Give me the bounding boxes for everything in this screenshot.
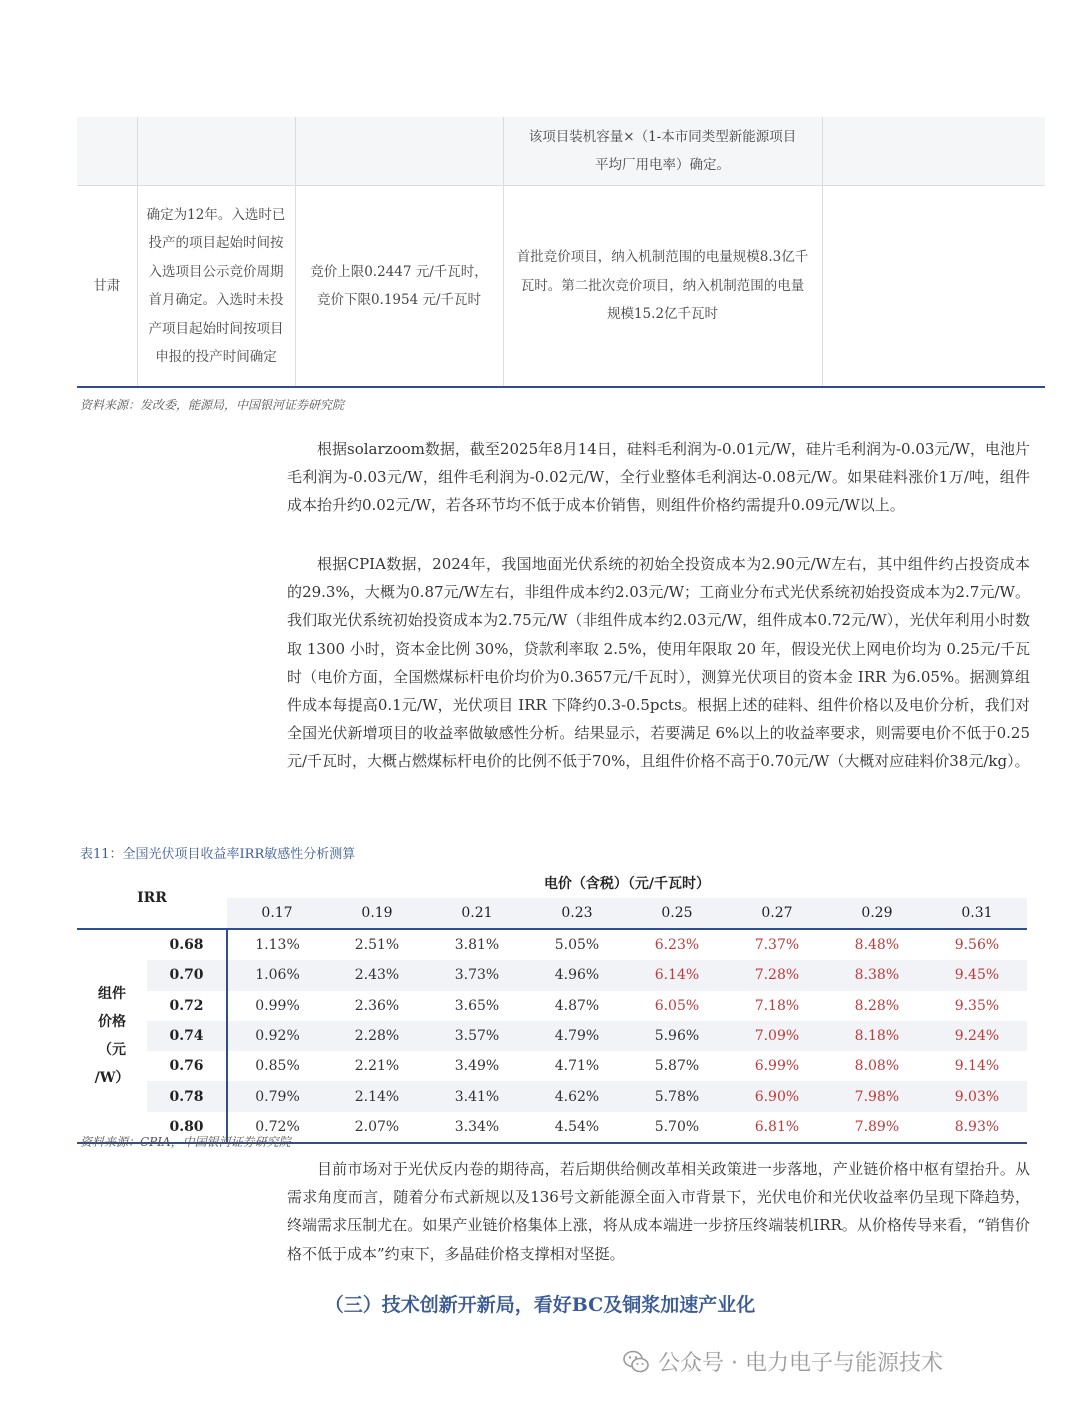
- irr-cell: 9.24%: [927, 1021, 1027, 1051]
- table-cell: [822, 186, 1045, 388]
- table-cell: [77, 117, 137, 186]
- watermark: [622, 1346, 943, 1377]
- irr-cell: 1.06%: [227, 960, 327, 990]
- irr-cell: 4.79%: [527, 1021, 627, 1051]
- irr-cell: 2.51%: [354, 937, 400, 954]
- row-header-price: 0.70: [147, 960, 227, 990]
- irr-cell: 4.71%: [554, 1058, 600, 1075]
- row-group-line: /W）: [94, 1070, 130, 1087]
- irr-cell: 7.89%: [854, 1118, 900, 1135]
- irr-cell: 5.78%: [627, 1081, 727, 1111]
- column-group-label: 电价（含税）（元/千瓦时）: [227, 868, 1027, 898]
- irr-cell: 0.99%: [255, 997, 300, 1014]
- irr-cell: 4.62%: [527, 1081, 627, 1111]
- table-row: [77, 186, 1045, 388]
- irr-cell: 8.93%: [954, 1118, 1000, 1135]
- column-header: 0.21: [427, 898, 527, 929]
- irr-cell: 7.28%: [727, 960, 827, 990]
- irr-cell: 3.81%: [454, 937, 500, 954]
- column-header: 0.17: [227, 898, 327, 929]
- irr-cell: 2.14%: [327, 1081, 427, 1111]
- irr-cell: 9.35%: [954, 997, 1000, 1014]
- irr-cell: 1.13%: [255, 937, 300, 954]
- irr-cell: 7.37%: [754, 937, 800, 954]
- irr-cell: 0.85%: [255, 1058, 300, 1075]
- column-header: 0.29: [827, 898, 927, 929]
- irr-sensitivity-table: [77, 868, 1027, 1144]
- row-header-price: 0.80: [147, 1112, 227, 1143]
- row-group-label: [77, 929, 147, 1143]
- table-cell: 该项目装机容量×（1-本市同类型新能源项目平均厂用电率）确定。: [503, 117, 822, 186]
- table-caption: 表11：全国光伏项目收益率IRR敏感性分析测算: [80, 847, 356, 862]
- table-row: [77, 1051, 1027, 1081]
- irr-cell: 2.36%: [354, 997, 400, 1014]
- irr-cell: 4.54%: [554, 1118, 600, 1135]
- irr-cell: 6.14%: [627, 960, 727, 990]
- watermark-text: 公众号 · 电力电子与能源技术: [658, 1351, 943, 1376]
- row-group-line: 组件: [98, 986, 126, 1003]
- period-cell: 确定为12年。入选时已投产的项目起始时间按入选项目公示竞价周期首月确定。入选时未投产项目起始时间按项目申报的投产时间确定: [137, 186, 295, 388]
- row-group-line: 价格: [98, 1014, 126, 1031]
- column-header: 0.19: [327, 898, 427, 929]
- irr-cell: 2.21%: [354, 1058, 400, 1075]
- irr-cell: 3.65%: [454, 997, 500, 1014]
- corner-label: IRR: [77, 868, 227, 929]
- scale-cell: 首批竞价项目，纳入机制范围的电量规模8.3亿千瓦时。第二批次竞价项目，纳入机制范围的电量规模15.2亿千瓦时: [503, 186, 822, 388]
- row-header-price: 0.74: [147, 1021, 227, 1051]
- irr-cell: 3.57%: [427, 1021, 527, 1051]
- irr-cell: 2.43%: [327, 960, 427, 990]
- irr-cell: 6.05%: [654, 997, 700, 1014]
- irr-cell: 7.18%: [754, 997, 800, 1014]
- row-header-price: 0.68: [147, 929, 227, 960]
- price-cell: 竞价上限0.2447 元/千瓦时，竞价下限0.1954 元/千瓦时: [295, 186, 503, 388]
- table-row: [77, 1081, 1027, 1111]
- irr-cell: 5.87%: [654, 1058, 700, 1075]
- column-header: 0.31: [927, 898, 1027, 929]
- irr-cell: 3.41%: [427, 1081, 527, 1111]
- paragraph: 根据solarzoom数据，截至2025年8月14日，硅料毛利润为-0.01元/W，硅片毛利润为-0.03元/W，电池片毛利润为-0.03元/W，组件毛利润为-0.02元/W，全行业整体毛利润达-0.08元/W。如果硅料涨价1万/吨，组件成本抬升约0.02元/W，若各环节均不低于成本价销售，则组件价格约需提升0.09元/W以上。: [287, 440, 1030, 515]
- province-cell: 甘肃: [77, 186, 137, 388]
- table-row: [77, 991, 1027, 1021]
- irr-cell: 9.14%: [954, 1058, 1000, 1075]
- row-group-line: （元: [98, 1042, 126, 1059]
- table-row: [77, 960, 1027, 990]
- irr-cell: 4.87%: [554, 997, 600, 1014]
- table-row: [77, 929, 1027, 960]
- table-cell: [295, 117, 503, 186]
- column-header: 0.27: [727, 898, 827, 929]
- irr-cell: 6.23%: [654, 937, 700, 954]
- policy-table: [77, 117, 1045, 388]
- irr-cell: 5.05%: [554, 937, 600, 954]
- irr-cell: 9.45%: [927, 960, 1027, 990]
- wechat-icon: [622, 1348, 650, 1376]
- source-note: 资料来源：发改委，能源局，中国银河证券研究院: [80, 398, 345, 412]
- column-header: 0.23: [527, 898, 627, 929]
- irr-cell: 8.38%: [827, 960, 927, 990]
- irr-cell: 3.73%: [427, 960, 527, 990]
- irr-cell: 5.70%: [654, 1118, 700, 1135]
- irr-cell: 8.08%: [854, 1058, 900, 1075]
- irr-cell: 6.81%: [754, 1118, 800, 1135]
- irr-cell: 7.09%: [727, 1021, 827, 1051]
- irr-cell: 2.07%: [354, 1118, 400, 1135]
- row-header-price: 0.72: [147, 991, 227, 1021]
- row-header-price: 0.76: [147, 1051, 227, 1081]
- irr-cell: 3.34%: [454, 1118, 500, 1135]
- irr-cell: 0.72%: [255, 1118, 300, 1135]
- irr-cell: 8.48%: [854, 937, 900, 954]
- irr-cell: 5.96%: [627, 1021, 727, 1051]
- irr-cell: 7.98%: [827, 1081, 927, 1111]
- column-header: 0.25: [627, 898, 727, 929]
- section-heading: （三）技术创新开新局，看好BC及铜浆加速产业化: [324, 1294, 756, 1316]
- irr-cell: 6.90%: [727, 1081, 827, 1111]
- irr-cell: 6.99%: [754, 1058, 800, 1075]
- table-cell: [822, 117, 1045, 186]
- irr-cell: 8.18%: [827, 1021, 927, 1051]
- irr-cell: 2.28%: [327, 1021, 427, 1051]
- table-row: [77, 117, 1045, 186]
- row-header-price: 0.78: [147, 1081, 227, 1111]
- irr-cell: 9.56%: [954, 937, 1000, 954]
- irr-cell: 3.49%: [454, 1058, 500, 1075]
- paragraph: 根据CPIA数据，2024年，我国地面光伏系统的初始全投资成本为2.90元/W左右，其中组件约占投资成本的29.3%，大概为0.87元/W左右，非组件成本约2.03元/W；工商业分布式光伏系统初始投资成本为2.7元/W。我们取光伏系统初始投资成本为2.75元/W（非组件成本约2.03元/W，组件成本0.72元/W），光伏年利用小时数取 1300 小时，资本金比例 30%，贷款利率取 2.5%，使用年限取 20 年，假设光伏上网电价均为 0.25元/千瓦时（电价方面，全国燃煤标杆电价均价为0.3657元/千瓦时），测算光伏项目的资本金 IRR 为6.05%。据测算组件成本每提高0.1元/W，光伏项目 IRR 下降约0.3-0.5pcts。根据上述的硅料、组件价格以及电价分析，我们对全国光伏新增项目的收益率做敏感性分析。结果显示，若要满足 6%以上的收益率要求，则需要电价不低于0.25元/千瓦时，大概占燃煤标杆电价的比例不低于70%，且组件价格不高于0.70元/W（大概对应硅料价38元/kg）。: [287, 555, 1030, 771]
- source-note: 资料来源：CPIA，中国银河证券研究院: [80, 1135, 291, 1149]
- table-row: [77, 1021, 1027, 1051]
- irr-cell: 0.79%: [227, 1081, 327, 1111]
- irr-cell: 4.96%: [527, 960, 627, 990]
- irr-cell: 0.92%: [227, 1021, 327, 1051]
- paragraph: 目前市场对于光伏反内卷的期待高，若后期供给侧改革相关政策进一步落地，产业链价格中枢有望抬升。从需求角度而言，随着分布式新规以及136号文新能源全面入市背景下，光伏电价和光伏收益率仍呈现下降趋势，终端需求压制尤在。如果产业链价格集体上涨，将从成本端进一步挤压终端装机IRR。从价格传导来看，“销售价格不低于成本”约束下，多晶硅价格支撑相对坚挺。: [287, 1160, 1030, 1263]
- table-cell: [137, 117, 295, 186]
- irr-cell: 9.03%: [927, 1081, 1027, 1111]
- irr-cell: 8.28%: [854, 997, 900, 1014]
